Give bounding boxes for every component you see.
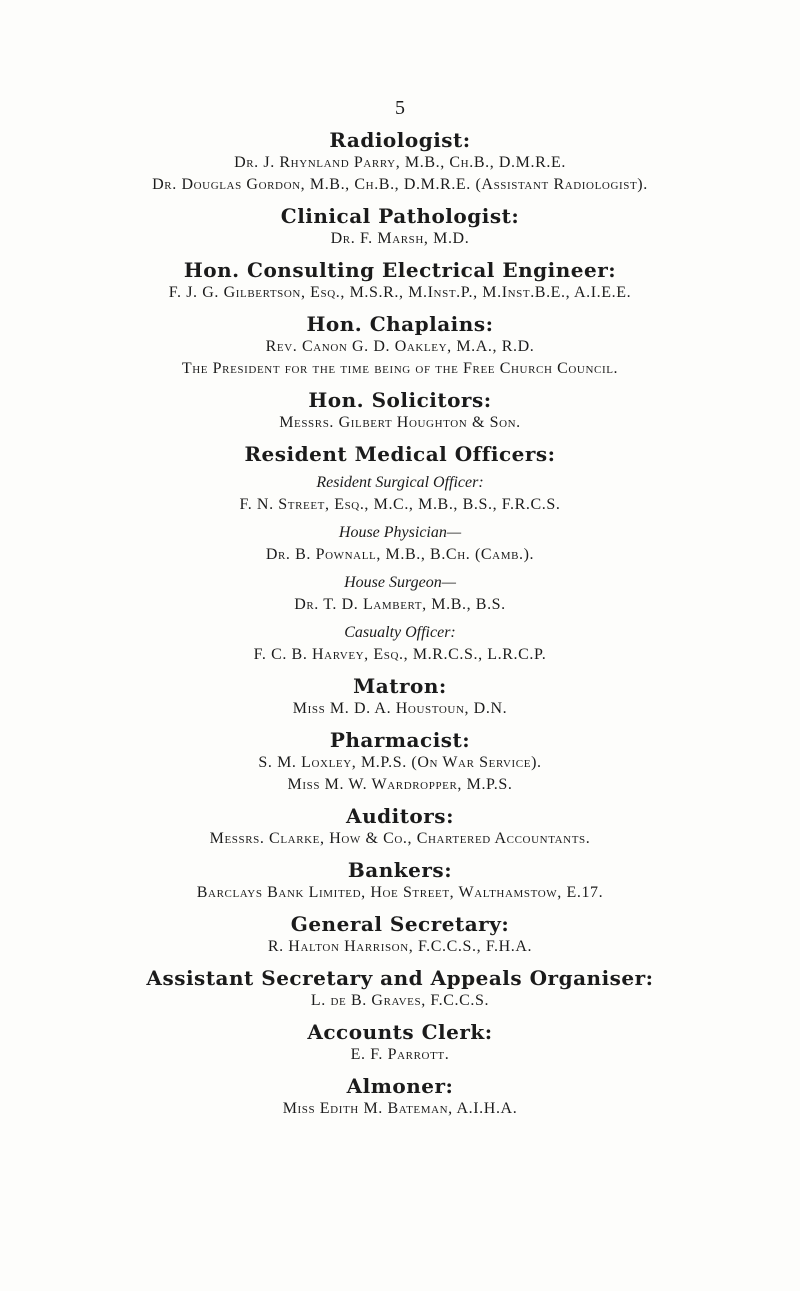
officer-line: Dr. F. Marsh, M.D.: [330, 230, 470, 247]
section: [0, 804, 800, 850]
section: [0, 128, 800, 196]
officer-list: [0, 128, 800, 1120]
section: [0, 1020, 800, 1066]
officer-line: Messrs. Clarke, How & Co., Chartered Accountants.: [209, 830, 591, 847]
section: [0, 312, 800, 380]
section-heading: Hon. Consulting Electrical Engineer:: [183, 258, 617, 282]
section: [0, 388, 800, 434]
section-heading: Assistant Secretary and Appeals Organiser:: [146, 966, 654, 990]
officer-line: Miss Edith M. Bateman, A.I.H.A.: [282, 1100, 518, 1117]
officer-line: The President for the time being of the Free Church Council.: [181, 360, 619, 377]
officer-line: Messrs. Gilbert Houghton & Son.: [279, 414, 521, 431]
officer-line: Miss M. W. Wardropper, M.P.S.: [287, 776, 513, 793]
section-heading: Matron:: [353, 674, 447, 698]
section-heading: Auditors:: [346, 804, 454, 828]
section: [0, 966, 800, 1012]
officer-line: Rev. Canon G. D. Oakley, M.A., R.D.: [265, 338, 535, 355]
section: [0, 858, 800, 904]
section-heading: General Secretary:: [290, 912, 510, 936]
section: [0, 204, 800, 250]
officer-line: F. J. G. Gilbertson, Esq., M.S.R., M.Inst.P., M.Inst.B.E., A.I.E.E.: [168, 284, 632, 301]
section: [0, 442, 800, 666]
section: [0, 1074, 800, 1120]
page-number: 5: [395, 97, 405, 119]
section-heading: Resident Medical Officers:: [244, 442, 556, 466]
role-title: House Surgeon—: [344, 574, 456, 591]
officer-line: S. M. Loxley, M.P.S. (On War Service).: [258, 754, 542, 771]
section: [0, 728, 800, 796]
section: [0, 258, 800, 304]
officer-line: Barclays Bank Limited, Hoe Street, Walthamstow, E.17.: [196, 884, 604, 901]
role-title: House Physician—: [338, 524, 462, 541]
officer-line: Dr. J. Rhynland Parry, M.B., Ch.B., D.M.R.E.: [234, 154, 566, 171]
section-heading: Hon. Chaplains:: [306, 312, 494, 336]
section-heading: Bankers:: [347, 858, 453, 882]
officer-line: Dr. B. Pownall, M.B., B.Ch. (Camb.).: [265, 546, 535, 563]
role-title: Casualty Officer:: [344, 624, 456, 641]
officer-line: Miss M. D. A. Houstoun, D.N.: [292, 700, 508, 717]
section-heading: Almoner:: [346, 1074, 454, 1098]
officer-line: F. C. B. Harvey, Esq., M.R.C.S., L.R.C.P.: [253, 646, 547, 663]
officer-line: Dr. Douglas Gordon, M.B., Ch.B., D.M.R.E. (Assistant Radiologist).: [152, 176, 648, 193]
section-heading: Hon. Solicitors:: [308, 388, 492, 412]
section-heading: Clinical Pathologist:: [280, 204, 520, 228]
officer-line: Dr. T. D. Lambert, M.B., B.S.: [294, 596, 506, 613]
section-heading: Accounts Clerk:: [307, 1020, 493, 1044]
officer-line: R. Halton Harrison, F.C.C.S., F.H.A.: [267, 938, 533, 955]
officer-line: L. de B. Graves, F.C.C.S.: [310, 992, 490, 1009]
section-heading: Pharmacist:: [329, 728, 471, 752]
officer-line: E. F. Parrott.: [350, 1046, 450, 1063]
officer-line: F. N. Street, Esq., M.C., M.B., B.S., F.R.C.S.: [239, 496, 561, 513]
section: [0, 912, 800, 958]
section: [0, 674, 800, 720]
section-heading: Radiologist:: [329, 128, 471, 152]
role-title: Resident Surgical Officer:: [316, 474, 484, 491]
